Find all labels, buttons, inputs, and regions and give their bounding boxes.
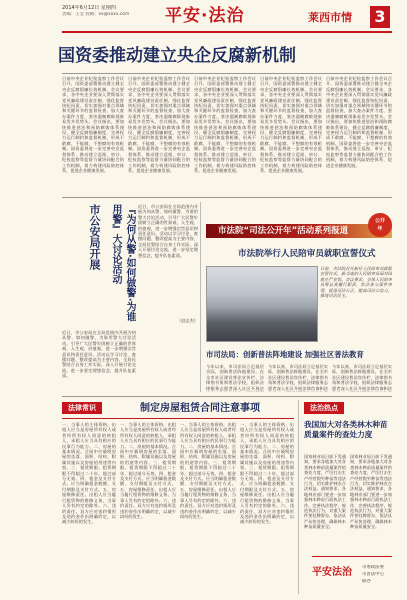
lead-body-col: 日前中央企业纪检监察工作会议召开，国资委部署推动建立健全央企反腐倡廉长效机制。会议要求，各中央企业要深入贯彻落实党风廉政建设责任制，强化监督执纪问责，切实加强对重点领域和关键环节的监督检查，加大查办案件力度，坚决遏制腐败现象易发多发势头。会议指出，要加快推进惩治和预防腐败体系建设，健全反腐倡廉制度，完善权力运行制约和监督机制，形成不敢腐、不能腐、不想腐的有效机制。国资委将进一步完善央企监督体系，推动建立巡视、审计、纪检监察等监督力量协同配合的工作机制，着力构建风险防控体系，促进企业健康发展。 [260, 76, 322, 173]
law-common-body: 一、当事人的主体资格。出租人应当是房屋所有权人或者经所有权人同意的转租人，承租人应当具有相应的民事行为能力。二、房屋的基本情况。合同中应载明房屋的坐落、面积、结构、附属设施以及房屋的用途等内容。三、租赁期限。租赁期限不得超过二十年，超过部分无效。四、租金及支付方式。应当明确租金数额、支付期限及支付方式。五、房屋维修责任。出租人应当履行租赁物的维修义务，当事人另有约定的除外。六、违约责任。双方应对违约情形及违约金作出明确约定，以减少纠纷的发生。 [120, 422, 176, 519]
law-hot-tag: 法治热点 [304, 402, 344, 414]
vertical-headline-line1: 市公安局开展 [88, 204, 101, 270]
law-hot-headline: 我国加大对各类林木种苗质量案件的查处力度 [304, 420, 388, 439]
court-banner [206, 224, 392, 238]
vertical-story-author: （赵志杰） [177, 318, 198, 323]
lead-rule [62, 73, 392, 74]
vertical-story-body: 近日，市公安局在全局范围内开展为何从警、如何做警、为谁用警大讨论活动，引导广大民警牢固树立正确的世界观、人生观、价值观，进一步增强宗旨意识和责任意识。活动以学习讨论、查摆问题、整改提高为主要内容，全局民警结合自身工作实际，深入开展讨论交流，进一步坚定理想信念，提升队伍素质。 [138, 204, 198, 258]
seal-text-2: 年 [377, 226, 383, 232]
editor-line: 责编：王莹 投稿：xx@xxxx.com [62, 12, 130, 17]
court-banner-text: 市法院“司法公开年”活动系列报道 [218, 226, 349, 236]
masthead-rule [62, 31, 392, 33]
footer-logo [312, 556, 392, 595]
lead-headline: 国资委推动建立央企反腐新机制 [58, 46, 296, 66]
lead-body-col: 日前中央企业纪检监察工作会议召开，国资委部署推动建立健全央企反腐倡廉长效机制。会议要求，各中央企业要深入贯彻落实党风廉政建设责任制，强化监督执纪问责，切实加强对重点领域和关键环节的监督检查，加大查办案件力度，坚决遏制腐败现象易发多发势头。会议指出，要加快推进惩治和预防腐败体系建设，健全反腐倡廉制度，完善权力运行制约和监督机制，形成不敢腐、不能腐、不想腐的有效机制。国资委将进一步完善央企监督体系，推动建立巡视、审计、纪检监察等监督力量协同配合的工作机制，着力构建风险防控体系，促进企业健康发展。 [194, 76, 256, 173]
vertical-headline [88, 204, 138, 324]
vertical-story-body: 近日，市公安局在全局范围内开展为何从警、如何做警、为谁用警大讨论活动，引导广大民警牢固树立正确的世界观、人生观、价值观，进一步增强宗旨意识和责任意识。活动以学习讨论、查摆问题、整改提高为主要内容，全局民警结合自身工作实际，深入开展讨论交流，进一步坚定理想信念，提升队伍素质。 [62, 330, 136, 379]
footer-logo-title: 平安法治 [312, 567, 352, 578]
footer-logo-sub2: 市普法中心 [362, 572, 384, 577]
bottom-section-rule [62, 396, 392, 397]
law-common-headline: 制定房屋租赁合同注意事项 [140, 403, 260, 414]
masthead [0, 0, 407, 34]
law-common-body: 一、当事人的主体资格。出租人应当是房屋所有权人或者经所有权人同意的转租人，承租人应当具有相应的民事行为能力。二、房屋的基本情况。合同中应载明房屋的坐落、面积、结构、附属设施以及房屋的用途等内容。三、租赁期限。租赁期限不得超过二十年，超过部分无效。四、租金及支付方式。应当明确租金数额、支付期限及支付方式。五、房屋维修责任。出租人应当履行租赁物的维修义务，当事人另有约定的除外。六、违约责任。双方应对违约情形及违约金作出明确约定，以减少纠纷的发生。 [240, 422, 294, 525]
court-seal-badge [368, 213, 392, 237]
footer-logo-sub3: 联办 [362, 579, 371, 584]
law-hot-body: 国家林业局日前下发通知，要求各地加大对各类林木种苗质量案件的查处力度，严厉打击生产经营假劣种苗等违法行为，切实维护林农合法权益。通知要求，各地林业部门要进一步加强林木种苗行政执法工作，完善执法程序，规范执法行为，对重大案件要挂牌督办，依法从严从快处理，确保林木种苗质量安全。 [304, 454, 346, 530]
column-divider [298, 400, 299, 594]
page-number: 3 [370, 6, 390, 28]
vertical-headline-line2: 『为何从警·如何做警·为谁用警』大讨论活动 [110, 204, 135, 322]
page-title: 平安·法治 [165, 6, 245, 26]
lead-body-col: 日前中央企业纪检监察工作会议召开，国资委部署推动建立健全央企反腐倡廉长效机制。会议要求，各中央企业要深入贯彻落实党风廉政建设责任制，强化监督执纪问责，切实加强对重点领域和关键环节的监督检查，加大查办案件力度，坚决遏制腐败现象易发多发势头。会议指出，要加快推进惩治和预防腐败体系建设，健全反腐倡廉制度，完善权力运行制约和监督机制，形成不敢腐、不能腐、不想腐的有效机制。国资委将进一步完善央企监督体系，推动建立巡视、审计、纪检监察等监督力量协同配合的工作机制，着力构建风险防控体系，促进企业健康发展。 [326, 76, 392, 168]
column-divider [200, 202, 201, 392]
ceremony-photo [206, 266, 318, 342]
story2-headline: 市法院举行人民陪审员就职宣誓仪式 [238, 249, 376, 259]
story3-body: 今年以来，市司法局立足基层实际，创新普法阵地建设，在全市社区建设普法宣传栏、法律图书角和普法学校，组织法律服务志愿者深入社区开展法律咨询和法 [332, 364, 392, 391]
section-rule [62, 197, 392, 198]
law-hot-body: 国家林业局日前下发通知，要求各地加大对各类林木种苗质量案件的查处力度，严厉打击生产经营假劣种苗等违法行为，切实维护林农合法权益。通知要求，各地林业部门要进一步加强林木种苗行政执法工作，完善执法程序，规范执法行为，对重大案件要挂牌督办，依法从严从快处理，确保林木种苗质量安全。 [350, 454, 392, 530]
story2-body: 日前，市法院召开新任人民陪审员就职宣誓仪式，新当选的人民陪审员面对国旗庄严宣誓。会议要求，全体人民陪审员要认真履行职责，依法参与案件审理，促进司法公正，提高司法公信力，推进司法民主。 [320, 266, 392, 299]
footer-logo-sub1: 市委政法委 [362, 565, 384, 570]
law-common-body: 一、当事人的主体资格。出租人应当是房屋所有权人或者经所有权人同意的转租人，承租人应当具有相应的民事行为能力。二、房屋的基本情况。合同中应载明房屋的坐落、面积、结构、附属设施以及房屋的用途等内容。三、租赁期限。租赁期限不得超过二十年，超过部分无效。四、租金及支付方式。应当明确租金数额、支付期限及支付方式。五、房屋维修责任。出租人应当履行租赁物的维修义务，当事人另有约定的除外。六、违约责任。双方应对违约情形及违约金作出明确约定，以减少纠纷的发生。 [62, 422, 116, 525]
issue-date: 2014年6月12日 星期四 [62, 5, 116, 11]
section-name: 莱西市情 [308, 11, 352, 24]
law-common-tag: 法律常识 [62, 402, 102, 414]
law-common-body: 一、当事人的主体资格。出租人应当是房屋所有权人或者经所有权人同意的转租人，承租人应当具有相应的民事行为能力。二、房屋的基本情况。合同中应载明房屋的坐落、面积、结构、附属设施以及房屋的用途等内容。三、租赁期限。租赁期限不得超过二十年，超过部分无效。四、租金及支付方式。应当明确租金数额、支付期限及支付方式。五、房屋维修责任。出租人应当履行租赁物的维修义务，当事人另有约定的除外。六、违约责任。双方应对违约情形及违约金作出明确约定，以减少纠纷的发生。 [180, 422, 236, 519]
lead-body-col: 日前中央企业纪检监察工作会议召开，国资委部署推动建立健全央企反腐倡廉长效机制。会议要求，各中央企业要深入贯彻落实党风廉政建设责任制，强化监督执纪问责，切实加强对重点领域和关键环节的监督检查，加大查办案件力度，坚决遏制腐败现象易发多发势头。会议指出，要加快推进惩治和预防腐败体系建设，健全反腐倡廉制度，完善权力运行制约和监督机制，形成不敢腐、不能腐、不想腐的有效机制。国资委将进一步完善央企监督体系，推动建立巡视、审计、纪检监察等监督力量协同配合的工作机制，着力构建风险防控体系，促进企业健康发展。 [128, 76, 190, 173]
lead-body-col: 日前中央企业纪检监察工作会议召开，国资委部署推动建立健全央企反腐倡廉长效机制。会议要求，各中央企业要深入贯彻落实党风廉政建设责任制，强化监督执纪问责，切实加强对重点领域和关键环节的监督检查，加大查办案件力度，坚决遏制腐败现象易发多发势头。会议指出，要加快推进惩治和预防腐败体系建设，健全反腐倡廉制度，完善权力运行制约和监督机制，形成不敢腐、不能腐、不想腐的有效机制。国资委将进一步完善央企监督体系，推动建立巡视、审计、纪检监察等监督力量协同配合的工作机制，着力构建风险防控体系，促进企业健康发展。 [62, 76, 124, 173]
seal-text-1: 公开 [374, 218, 385, 224]
story3-headline: 市司法局：创新普法阵地建设 加强社区普法教育 [206, 350, 364, 359]
story3-body: 今年以来，市司法局立足基层实际，创新普法阵地建设，在全市社区建设普法宣传栏、法律图书角和普法学校，组织法律服务志愿者深入社区开展法 [206, 364, 264, 391]
story3-body: 今年以来，市司法局立足基层实际，创新普法阵地建设，在全市社区建设普法宣传栏、法律图书角和普法学校，组织法律服务志愿者深入社区开展法律咨询和法 [268, 364, 328, 391]
law-common-rule [62, 418, 294, 419]
